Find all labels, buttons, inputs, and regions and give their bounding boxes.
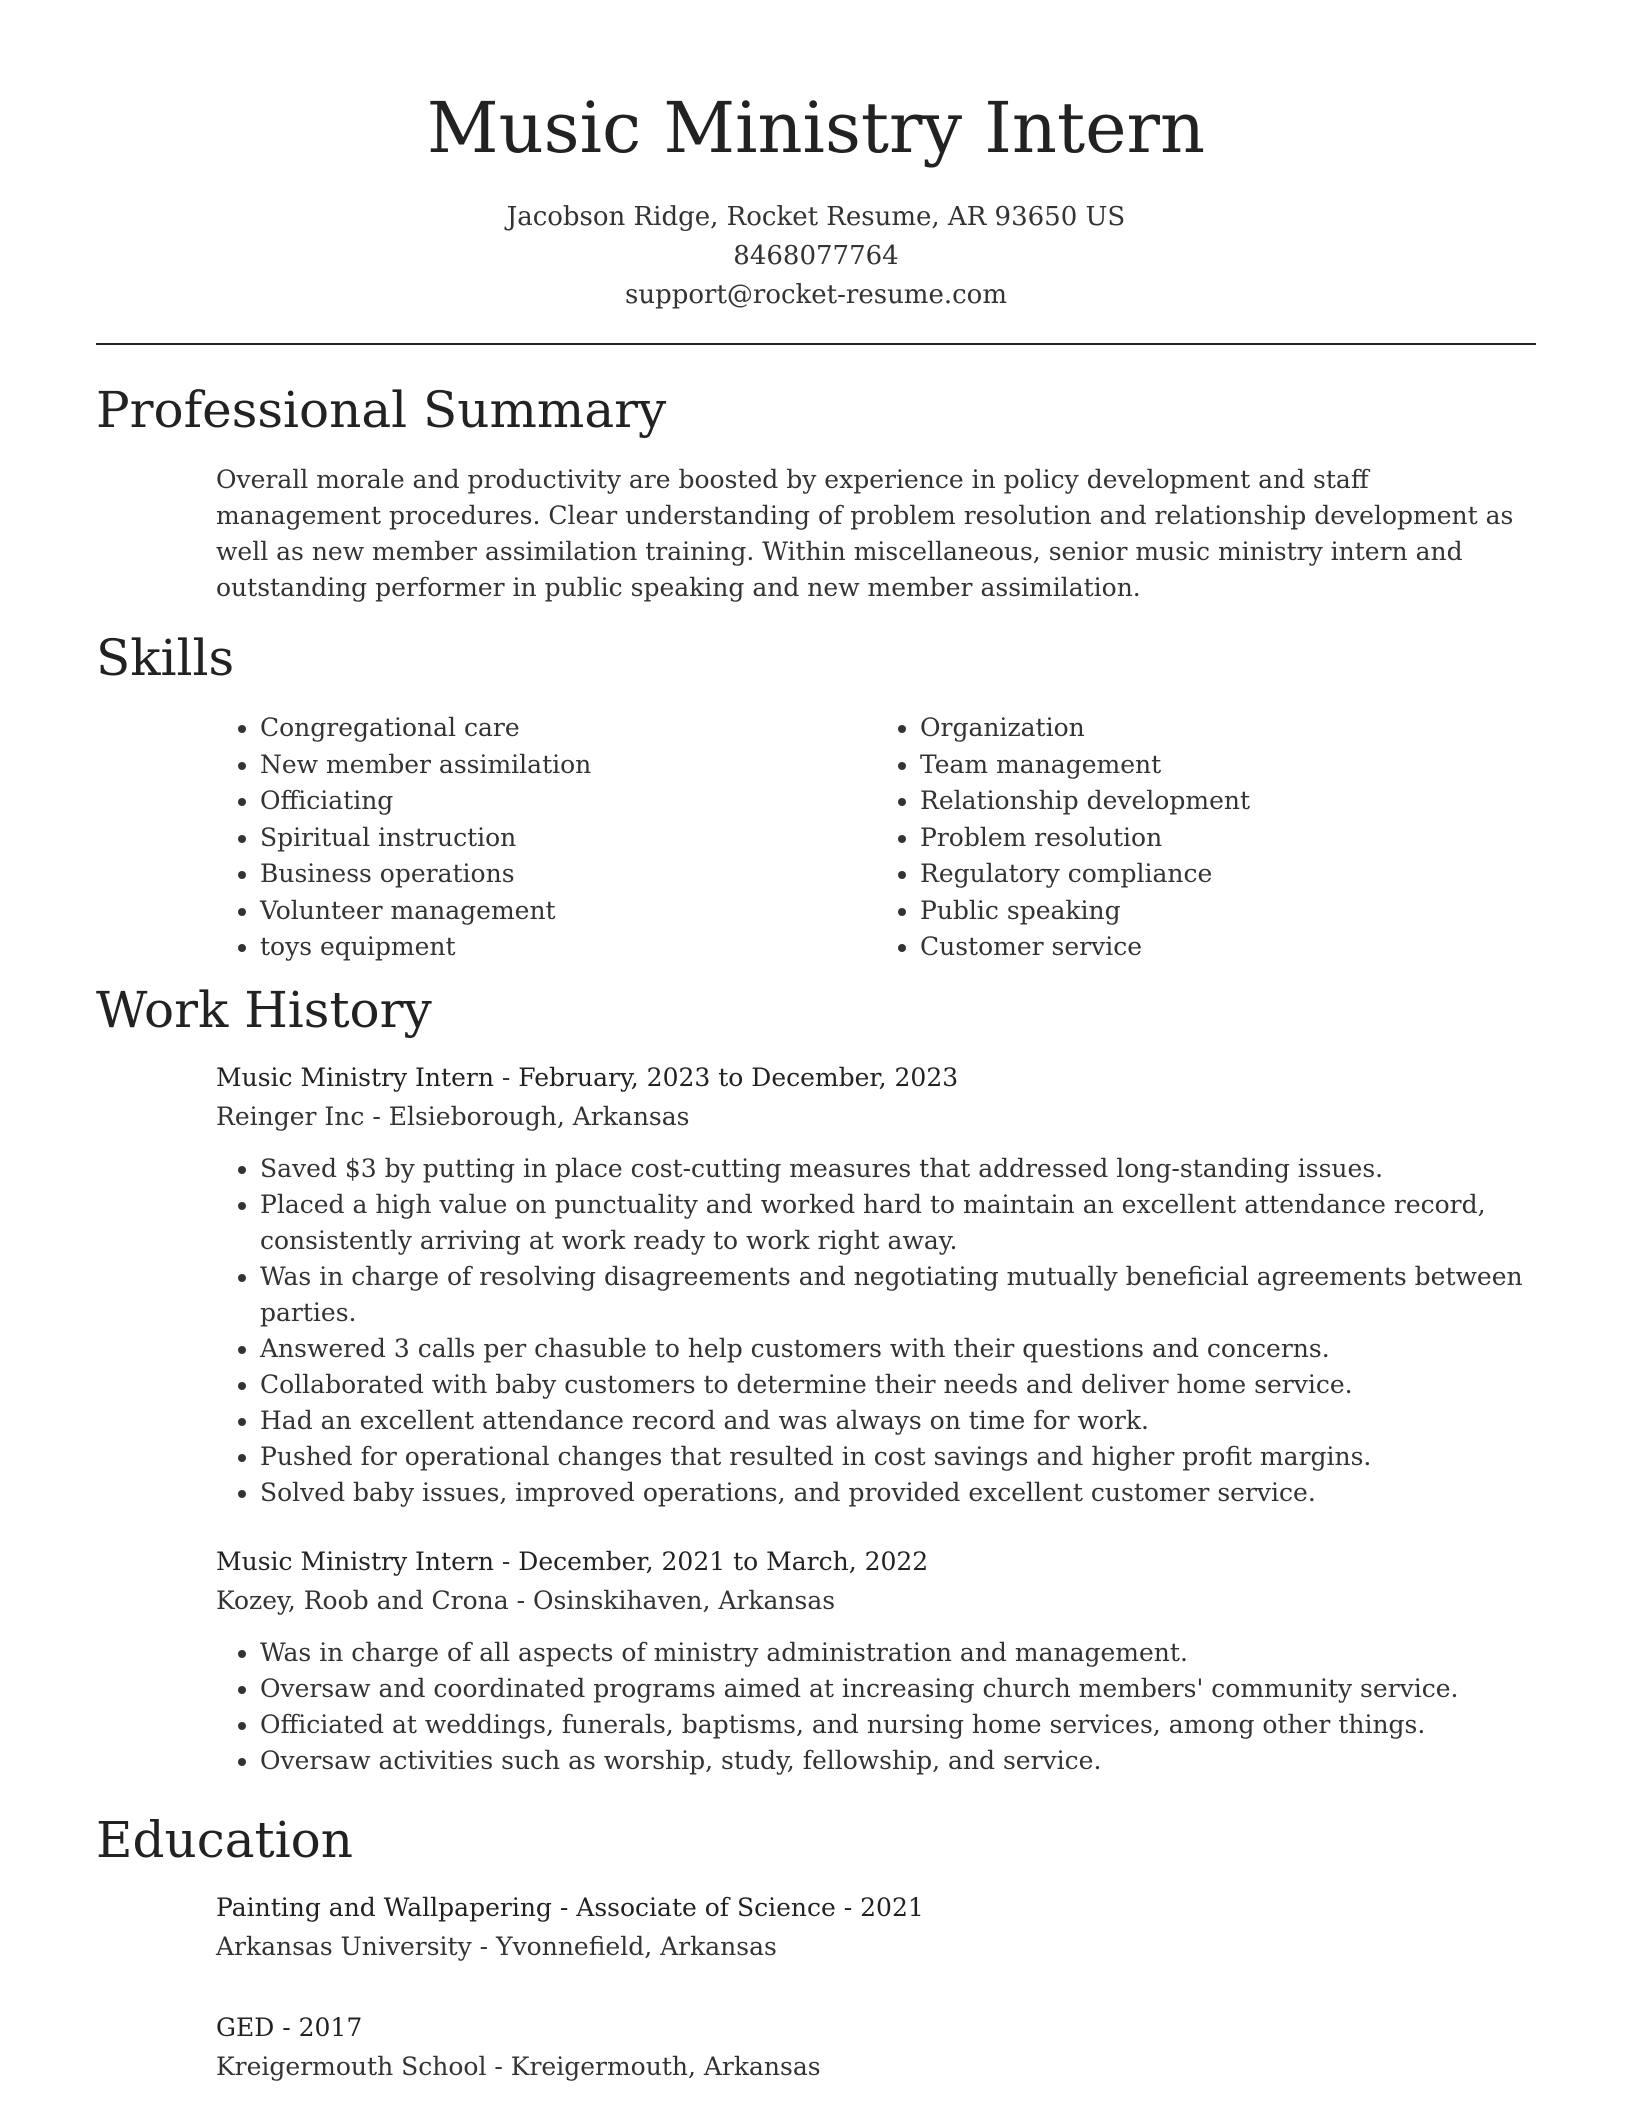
email: support@rocket-resume.com (624, 280, 1007, 310)
candidate-name: Music Ministry Intern (426, 87, 1206, 169)
work-history-heading: Work History (96, 981, 432, 1039)
job-role: Music Ministry Intern (216, 1547, 494, 1576)
job-bullet: • Saved $3 by putting in place cost-cutting measures that addressed long-standing issues. (260, 1151, 1536, 1187)
skill-item: • Problem resolution (920, 820, 1536, 857)
field-of-study: Painting and Wallpapering (216, 1893, 552, 1922)
separator: - (508, 1586, 534, 1615)
separator: - (364, 1102, 389, 1131)
job-location: Elsieborough, Arkansas (388, 1102, 690, 1131)
job-title-line (216, 1542, 1536, 1581)
school-location: Yvonnefield, Arkansas (496, 1932, 777, 1961)
separator: - (493, 1547, 519, 1576)
skill-item: • toys equipment (260, 929, 876, 966)
job-role: Music Ministry Intern (216, 1063, 494, 1092)
job-location: Osinskihaven, Arkansas (533, 1586, 836, 1615)
separator: - (486, 2052, 511, 2081)
degree: GED (216, 2013, 275, 2042)
education-entry (216, 2008, 1536, 2101)
job-bullet: • Answered 3 calls per chasuble to help customers with their questions and concerns. (260, 1331, 1536, 1367)
job-dates: December, 2021 to March, 2022 (518, 1547, 929, 1576)
job-entry (216, 1542, 1536, 1779)
school-location: Kreigermouth, Arkansas (510, 2052, 821, 2081)
degree-line (216, 1888, 1536, 1927)
contact-info (0, 198, 1632, 315)
job-bullet: • Was in charge of resolving disagreements and negotiating mutually beneficial agreements between parties. (260, 1259, 1536, 1331)
separator: - (835, 1893, 861, 1922)
skill-item: • Organization (920, 710, 1536, 747)
skill-item: • Relationship development (920, 783, 1536, 820)
school-name: Kreigermouth School (216, 2052, 487, 2081)
job-entry (216, 1058, 1536, 1511)
summary-heading: Professional Summary (96, 381, 667, 439)
job-bullet: • Oversaw activities such as worship, study, fellowship, and service. (260, 1743, 1536, 1779)
job-company: Kozey, Roob and Crona (216, 1586, 509, 1615)
job-title-line (216, 1058, 1536, 1097)
skill-item: • New member assimilation (260, 747, 876, 784)
job-bullet: • Oversaw and coordinated programs aimed at increasing church members' community service. (260, 1671, 1536, 1707)
phone: 8468077764 (733, 241, 899, 271)
skill-item: • Customer service (920, 929, 1536, 966)
separator: - (551, 1893, 577, 1922)
job-company-line (216, 1581, 1536, 1620)
job-bullet: • Officiated at weddings, funerals, baptisms, and nursing home services, among other things. (260, 1707, 1536, 1743)
skill-item: • Spiritual instruction (260, 820, 876, 857)
job-company: Reinger Inc (216, 1102, 365, 1131)
skills-heading: Skills (96, 629, 235, 687)
header-divider (96, 343, 1536, 345)
degree: Associate of Science (576, 1893, 836, 1922)
skills-list (216, 710, 1536, 966)
degree-line (216, 2008, 1536, 2047)
address: Jacobson Ridge, Rocket Resume, AR 93650 US (506, 202, 1126, 232)
education-entry (216, 1888, 1536, 1981)
job-bullet: • Placed a high value on punctuality and worked hard to maintain an excellent attendance record, consistently arriving at work ready to work right away. (260, 1187, 1536, 1259)
summary-text: Overall morale and productivity are boosted by experience in policy development and staff management procedures. Clear understanding of problem resolution and relationship development as well as new member assimilation training. Within miscellaneous, senior music ministry intern and outstanding performer in public speaking and new member assimilation. (216, 465, 1514, 602)
separator: - (493, 1063, 519, 1092)
school-line (216, 2047, 1536, 2086)
skill-item: • Team management (920, 747, 1536, 784)
resume-header (0, 80, 1632, 315)
job-bullet: • Was in charge of all aspects of ministry administration and management. (260, 1635, 1536, 1671)
skill-item: • Congregational care (260, 710, 876, 747)
school-name: Arkansas University (216, 1932, 472, 1961)
separator: - (471, 1932, 497, 1961)
job-company-line (216, 1097, 1536, 1136)
job-bullet: • Pushed for operational changes that resulted in cost savings and higher profit margins. (260, 1439, 1536, 1475)
education-heading: Education (96, 1811, 353, 1869)
skill-item: • Volunteer management (260, 893, 876, 930)
skill-item: • Officiating (260, 783, 876, 820)
skill-item: • Public speaking (920, 893, 1536, 930)
graduation-year: 2021 (860, 1893, 924, 1922)
job-dates: February, 2023 to December, 2023 (518, 1063, 959, 1092)
skill-item: • Business operations (260, 856, 876, 893)
separator: - (274, 2013, 299, 2042)
skill-item: • Regulatory compliance (920, 856, 1536, 893)
job-bullets (216, 1635, 1536, 1779)
job-bullet: • Collaborated with baby customers to determine their needs and deliver home service. (260, 1367, 1536, 1403)
graduation-year: 2017 (298, 2013, 363, 2042)
job-bullet: • Solved baby issues, improved operations, and provided excellent customer service. (260, 1475, 1536, 1511)
job-bullet: • Had an excellent attendance record and was always on time for work. (260, 1403, 1536, 1439)
skills-column-right (876, 710, 1536, 966)
skills-column-left (216, 710, 876, 966)
school-line (216, 1927, 1536, 1966)
job-bullets (216, 1151, 1536, 1511)
